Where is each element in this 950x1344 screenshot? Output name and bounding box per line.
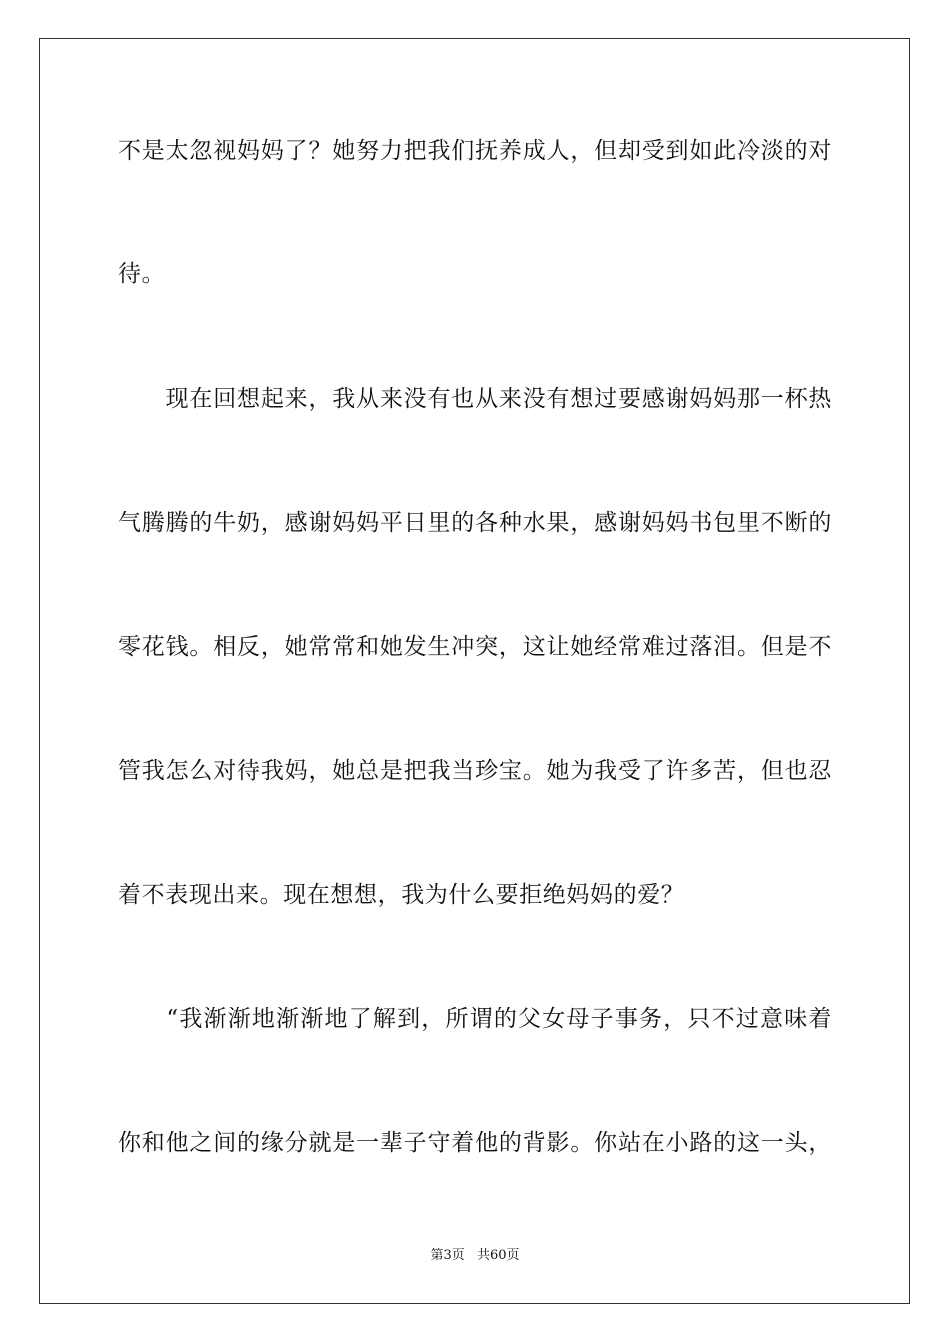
page-total: 共60页 — [476, 1248, 520, 1263]
page-footer — [0, 1247, 950, 1265]
text-line: “我渐渐地渐渐地了解到，所谓的父女母子事务，只不过意味着 — [118, 1006, 832, 1032]
text-line: 着不表现出来。现在想想，我为什么要拒绝妈妈的爱？ — [118, 882, 685, 908]
text-line: 待。 — [118, 261, 166, 287]
text-line: 你和他之间的缘分就是一辈子守着他的背影。你站在小路的这一头， — [118, 1130, 832, 1156]
text-line: 管我怎么对待我妈，她总是把我当珍宝。她为我受了许多苦，但也忍 — [118, 758, 832, 784]
page-number: 第3页 — [430, 1248, 465, 1263]
page-border — [39, 38, 910, 1304]
text-line: 不是太忽视妈妈了？她努力把我们抚养成人，但却受到如此冷淡的对 — [118, 138, 832, 164]
text-line: 零花钱。相反，她常常和她发生冲突，这让她经常难过落泪。但是不 — [118, 634, 832, 660]
text-line: 现在回想起来，我从来没有也从来没有想过要感谢妈妈那一杯热 — [118, 386, 832, 412]
text-line: 气腾腾的牛奶，感谢妈妈平日里的各种水果，感谢妈妈书包里不断的 — [118, 510, 832, 536]
